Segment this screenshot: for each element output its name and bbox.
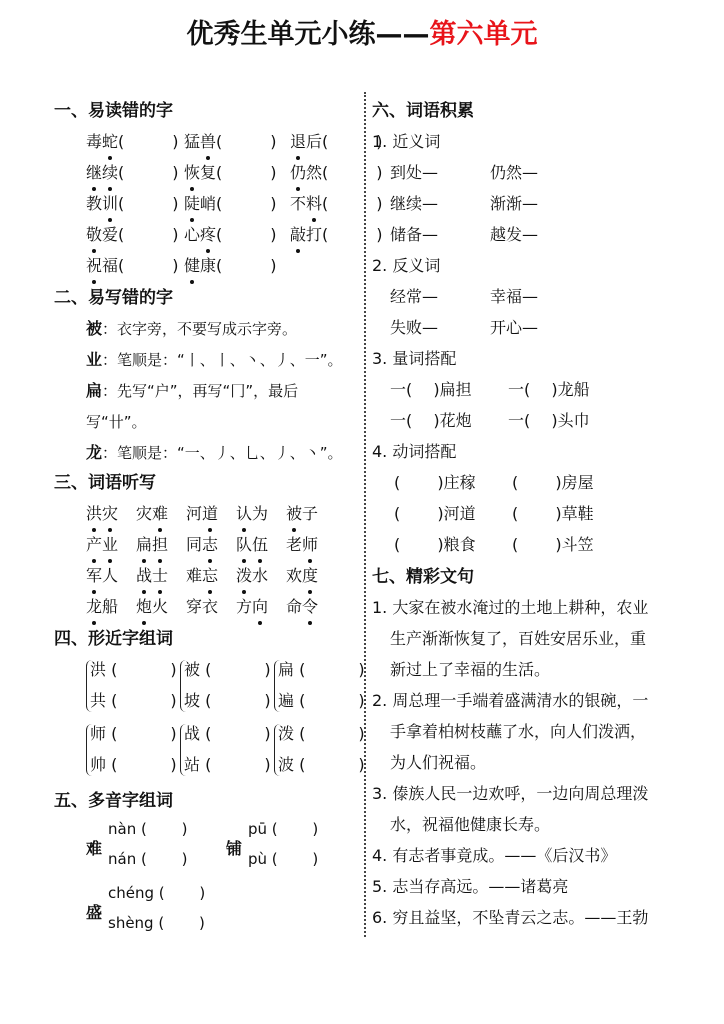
synonym-item: 储备—	[390, 225, 439, 244]
measure-words-list	[372, 374, 682, 436]
dictation-text	[136, 597, 168, 616]
dictation-text	[136, 566, 168, 585]
misread-word	[290, 132, 322, 151]
char: 士	[152, 560, 168, 591]
verb-pair-item: ( )草鞋	[512, 504, 594, 523]
dictation-text	[86, 535, 118, 554]
dictation-word	[136, 498, 168, 529]
char: 河	[186, 504, 203, 523]
char: 继	[86, 157, 102, 188]
dictation-word	[286, 529, 318, 560]
char: 命	[286, 597, 303, 616]
dictation-text	[186, 566, 218, 585]
sentence	[372, 902, 682, 933]
misread-word	[290, 225, 322, 244]
char: 灾	[136, 504, 153, 523]
misread-word	[86, 132, 118, 151]
similar-char-group	[54, 654, 365, 716]
antonym-item-row	[372, 312, 682, 343]
measure-word-item: 一( )花炮	[390, 411, 472, 430]
verb-pair-item: ( )粮食	[394, 535, 476, 554]
sentence-line: 水，祝福他健康长寿。	[390, 815, 551, 834]
char: 退	[290, 126, 306, 157]
sentence-line: 1. 大家在被水淹过的土地上耕种，农业	[372, 598, 649, 617]
answer-blank: ( )	[322, 194, 383, 213]
similar-char-item: 扁 ( )	[278, 660, 365, 679]
dictation-text	[86, 597, 118, 616]
dictation-word	[236, 591, 268, 622]
similar-char-item: 共 ( )	[90, 691, 177, 710]
sentence-line: 手拿着柏树枝蘸了水，向人们泼洒，	[390, 722, 647, 741]
dictation-text	[236, 535, 268, 554]
answer-blank: ( )	[322, 225, 383, 244]
verb-pair-row	[372, 498, 682, 529]
section-3-heading: 三、词语听写	[54, 473, 156, 493]
similar-char-item: 坡 ( )	[184, 691, 271, 710]
section-6-heading: 六、词语积累	[372, 101, 474, 121]
section-4-similar-chars	[54, 654, 365, 780]
char: 令	[302, 591, 318, 622]
char: 人	[102, 566, 119, 585]
section-3-dictation	[54, 498, 359, 622]
similar-char-group	[54, 718, 365, 780]
section-7-heading: 七、精彩文句	[372, 567, 474, 587]
polyphone-char: 盛	[86, 903, 103, 922]
left-column	[54, 96, 383, 946]
char: 料	[306, 188, 322, 219]
answer-blank: ( )	[118, 163, 179, 182]
synonym-item: 越发—	[490, 225, 539, 244]
tip-text: ：笔顺是：“一、丿、乚、丿、丶”。	[102, 444, 343, 462]
right-column	[372, 96, 682, 933]
synonym-item: 渐渐—	[490, 194, 539, 213]
synonym-item-row	[372, 188, 682, 219]
char: 敬	[86, 219, 102, 250]
dictation-text	[186, 535, 218, 554]
tip-text: ：先写“户”，再写“冂”，最后	[102, 382, 299, 400]
antonym-item: 开心—	[490, 318, 539, 337]
writing-tip	[54, 406, 359, 437]
verb-pair-row	[372, 467, 682, 498]
section-2-easy-miswrite	[54, 313, 359, 468]
misread-word	[290, 194, 322, 213]
char: 毒	[86, 132, 103, 151]
char: 师	[302, 529, 318, 560]
verb-pair-item: ( )斗笠	[512, 535, 594, 554]
similar-char-item: 帅 ( )	[90, 755, 177, 774]
dictation-text	[236, 504, 268, 523]
char: 复	[200, 163, 217, 182]
title-main: 优秀生单元小练——	[186, 19, 430, 50]
tip-text: 写“卄”。	[86, 413, 147, 431]
pinyin-reading: pū ( )	[248, 820, 319, 838]
misread-item	[184, 157, 277, 188]
polyphone-item	[86, 880, 226, 942]
dictation-word	[86, 591, 118, 622]
misread-item	[290, 188, 383, 219]
sentence	[372, 840, 682, 871]
dictation-row	[54, 529, 359, 560]
misread-word	[86, 163, 118, 182]
char: 康	[200, 256, 217, 275]
sentence-line: 3. 傣族人民一边欢呼，一边向周总理泼	[372, 784, 649, 803]
char: 为	[252, 504, 269, 523]
char: 同	[186, 535, 203, 554]
tip-text: ：衣字旁，不要写成示字旁。	[102, 320, 298, 338]
dictation-text	[286, 566, 318, 585]
char: 扁	[136, 529, 152, 560]
dictation-word	[86, 498, 118, 529]
answer-blank: ( )	[216, 194, 277, 213]
answer-blank: ( )	[118, 194, 179, 213]
misread-item	[290, 126, 383, 157]
tip-char: 被	[86, 319, 103, 338]
measure-word-item: 一( )扁担	[390, 380, 472, 399]
tip-char: 业	[86, 350, 103, 369]
dictation-text	[286, 504, 318, 523]
char: 福	[102, 256, 119, 275]
misread-row	[54, 188, 383, 219]
char: 疼	[200, 219, 216, 250]
pinyin-reading: nán ( )	[108, 850, 188, 868]
misread-item	[184, 188, 277, 219]
section-1-heading: 一、易读错的字	[54, 101, 173, 121]
char: 穿	[186, 597, 203, 616]
pinyin-reading: shèng ( )	[108, 914, 205, 932]
section-5-polyphones	[54, 816, 359, 946]
char: 不	[290, 194, 307, 213]
verb-pairs-list	[372, 467, 682, 560]
answer-blank: ( )	[216, 163, 277, 182]
sentence-line: 生产渐渐恢复了，百姓安居乐业，重	[390, 629, 647, 648]
misread-item	[290, 219, 383, 250]
synonym-item-row	[372, 157, 682, 188]
sentence	[372, 871, 682, 902]
char: 泼	[236, 560, 252, 591]
writing-tip	[54, 313, 359, 344]
antonyms-label: 2. 反义词	[372, 256, 441, 275]
measure-word-item: 一( )头巾	[508, 411, 590, 430]
verb-pairs-label: 4. 动词搭配	[372, 442, 457, 461]
misread-item	[86, 157, 179, 188]
misread-item	[184, 126, 277, 157]
char: 衣	[202, 597, 219, 616]
measure-word-row	[372, 374, 682, 405]
dictation-row	[54, 498, 359, 529]
char: 道	[202, 498, 218, 529]
similar-char-item: 站 ( )	[184, 755, 271, 774]
section-2-heading: 二、易写错的字	[54, 288, 173, 308]
dictation-word	[236, 498, 268, 529]
misread-word	[184, 225, 216, 244]
tip-char: 扁	[86, 381, 103, 400]
char: 志	[202, 529, 218, 560]
answer-blank: ( )	[322, 132, 383, 151]
answer-blank: ( )	[118, 225, 179, 244]
char: 难	[152, 498, 168, 529]
synonyms-label: 1. 近义词	[372, 132, 441, 151]
section-7-sentences	[372, 592, 682, 933]
dictation-word	[236, 560, 268, 591]
char: 战	[136, 560, 152, 591]
char: 蛇	[102, 126, 118, 157]
char: 业	[102, 529, 118, 560]
verb-pair-item: ( )河道	[394, 504, 476, 523]
misread-item	[86, 219, 179, 250]
dictation-text	[86, 504, 118, 523]
pinyin-reading: pù ( )	[248, 850, 319, 868]
similar-char-item: 泼 ( )	[278, 724, 365, 743]
char: 船	[102, 597, 119, 616]
measure-word-item: 一( )龙船	[508, 380, 590, 399]
verb-pair-item: ( )房屋	[512, 473, 594, 492]
char: 担	[152, 529, 168, 560]
dictation-word	[136, 591, 168, 622]
dictation-text	[286, 535, 318, 554]
tip-text: ：笔顺是：“丨、丨、丶、丿、一”。	[102, 351, 343, 369]
answer-blank: ( )	[118, 256, 179, 275]
char: 猛	[184, 132, 201, 151]
char: 灾	[102, 498, 118, 529]
synonym-item: 到处—	[390, 163, 439, 182]
similar-char-item: 洪 ( )	[90, 660, 177, 679]
char: 爱	[102, 225, 119, 244]
misread-word	[290, 163, 322, 182]
dictation-word	[136, 560, 168, 591]
similar-char-item: 战 ( )	[184, 724, 271, 743]
char: 产	[86, 529, 102, 560]
dictation-word	[86, 560, 118, 591]
char: 教	[86, 194, 103, 213]
char: 龙	[86, 591, 102, 622]
polyphone-item	[86, 816, 226, 878]
misread-item	[86, 188, 179, 219]
misread-item	[86, 126, 179, 157]
char: 恢	[184, 157, 200, 188]
sentence-line: 2. 周总理一手端着盛满清水的银碗，一	[372, 691, 649, 710]
char: 训	[102, 188, 118, 219]
verb-pair-item: ( )庄稼	[394, 473, 476, 492]
section-5-heading: 五、多音字组词	[54, 791, 173, 811]
misread-item	[184, 250, 277, 281]
antonym-item: 失败—	[390, 318, 439, 337]
misread-word	[184, 163, 216, 182]
section-4-heading: 四、形近字组词	[54, 629, 173, 649]
char: 被	[286, 498, 302, 529]
char: 难	[186, 566, 203, 585]
char: 老	[286, 535, 303, 554]
char: 心	[184, 225, 201, 244]
dictation-word	[186, 498, 218, 529]
char: 火	[152, 597, 169, 616]
similar-char-item: 波 ( )	[278, 755, 365, 774]
polyphone-item	[226, 816, 366, 878]
dictation-text	[236, 566, 268, 585]
dictation-word	[236, 529, 268, 560]
char: 度	[302, 560, 318, 591]
sentence-line: 6. 穷且益坚，不坠青云之志。——王勃	[372, 908, 649, 927]
sentence-line: 5. 志当存高远。——诸葛亮	[372, 877, 569, 896]
char: 健	[184, 250, 200, 281]
char: 认	[236, 498, 252, 529]
answer-blank: ( )	[118, 132, 179, 151]
sentence	[372, 778, 682, 840]
char: 欢	[286, 566, 303, 585]
char: 后	[306, 132, 323, 151]
antonyms-list	[372, 281, 682, 343]
misread-row	[54, 157, 383, 188]
misread-row	[54, 219, 383, 250]
sentence-line: 为人们祝福。	[390, 753, 487, 772]
dictation-text	[186, 597, 218, 616]
synonym-item: 继续—	[390, 194, 439, 213]
char: 陡	[184, 188, 200, 219]
char: 水	[252, 566, 269, 585]
dictation-word	[186, 529, 218, 560]
dictation-word	[186, 591, 218, 622]
answer-blank: ( )	[216, 132, 277, 151]
similar-char-item: 被 ( )	[184, 660, 271, 679]
char: 方	[236, 597, 253, 616]
char: 炮	[136, 591, 152, 622]
dictation-text	[86, 566, 118, 585]
dictation-row	[54, 560, 359, 591]
tip-char: 龙	[86, 443, 103, 462]
char: 伍	[252, 529, 268, 560]
misread-word	[86, 256, 118, 275]
misread-word	[86, 225, 118, 244]
page-title	[0, 12, 724, 51]
synonym-item-row	[372, 219, 682, 250]
verb-pair-row	[372, 529, 682, 560]
synonym-item: 仍然—	[490, 163, 539, 182]
sentence-line: 4. 有志者事竟成。——《后汉书》	[372, 846, 617, 865]
synonyms-list	[372, 157, 682, 250]
title-unit: 第六单元	[429, 19, 538, 50]
dictation-word	[286, 591, 318, 622]
dictation-text	[286, 597, 318, 616]
char: 然	[306, 163, 323, 182]
misread-item	[86, 250, 179, 281]
measure-word-row	[372, 405, 682, 436]
char: 队	[236, 529, 252, 560]
dictation-word	[86, 529, 118, 560]
misread-word	[184, 132, 216, 151]
similar-char-item: 师 ( )	[90, 724, 177, 743]
sentence	[372, 592, 682, 685]
similar-char-item: 遍 ( )	[278, 691, 365, 710]
pinyin-reading: nàn ( )	[108, 820, 188, 838]
writing-tip	[54, 344, 359, 375]
section-1-easy-misread	[54, 126, 383, 281]
dictation-text	[186, 504, 218, 523]
misread-item	[184, 219, 277, 250]
char: 续	[102, 157, 118, 188]
char: 仍	[290, 157, 306, 188]
dictation-word	[136, 529, 168, 560]
misread-word	[86, 194, 118, 213]
sentence-line: 新过上了幸福的生活。	[390, 660, 551, 679]
char: 兽	[200, 126, 216, 157]
antonym-item: 经常—	[390, 287, 439, 306]
answer-blank: ( )	[322, 163, 383, 182]
answer-blank: ( )	[216, 225, 277, 244]
writing-tip	[54, 375, 359, 406]
dictation-word	[286, 498, 318, 529]
char: 向	[252, 591, 268, 622]
dictation-text	[136, 504, 168, 523]
polyphone-char: 铺	[226, 839, 243, 858]
char: 忘	[202, 560, 218, 591]
antonym-item: 幸福—	[490, 287, 539, 306]
misread-item	[290, 157, 383, 188]
char: 军	[86, 560, 102, 591]
antonym-item-row	[372, 281, 682, 312]
dictation-text	[136, 535, 168, 554]
misread-row	[54, 250, 359, 281]
char: 敲	[290, 219, 306, 250]
char: 峭	[200, 194, 217, 213]
char: 子	[302, 504, 319, 523]
char: 打	[306, 225, 323, 244]
answer-blank: ( )	[216, 256, 277, 275]
misread-word	[184, 256, 216, 275]
dictation-row	[54, 591, 359, 622]
misread-word	[184, 194, 216, 213]
sentence	[372, 685, 682, 778]
writing-tip	[54, 437, 359, 468]
char: 祝	[86, 250, 102, 281]
char: 洪	[86, 498, 102, 529]
dictation-word	[286, 560, 318, 591]
dictation-word	[186, 560, 218, 591]
pinyin-reading: chéng ( )	[108, 884, 206, 902]
dictation-text	[236, 597, 268, 616]
misread-row	[54, 126, 383, 157]
polyphone-char: 难	[86, 839, 103, 858]
measure-words-label: 3. 量词搭配	[372, 349, 457, 368]
